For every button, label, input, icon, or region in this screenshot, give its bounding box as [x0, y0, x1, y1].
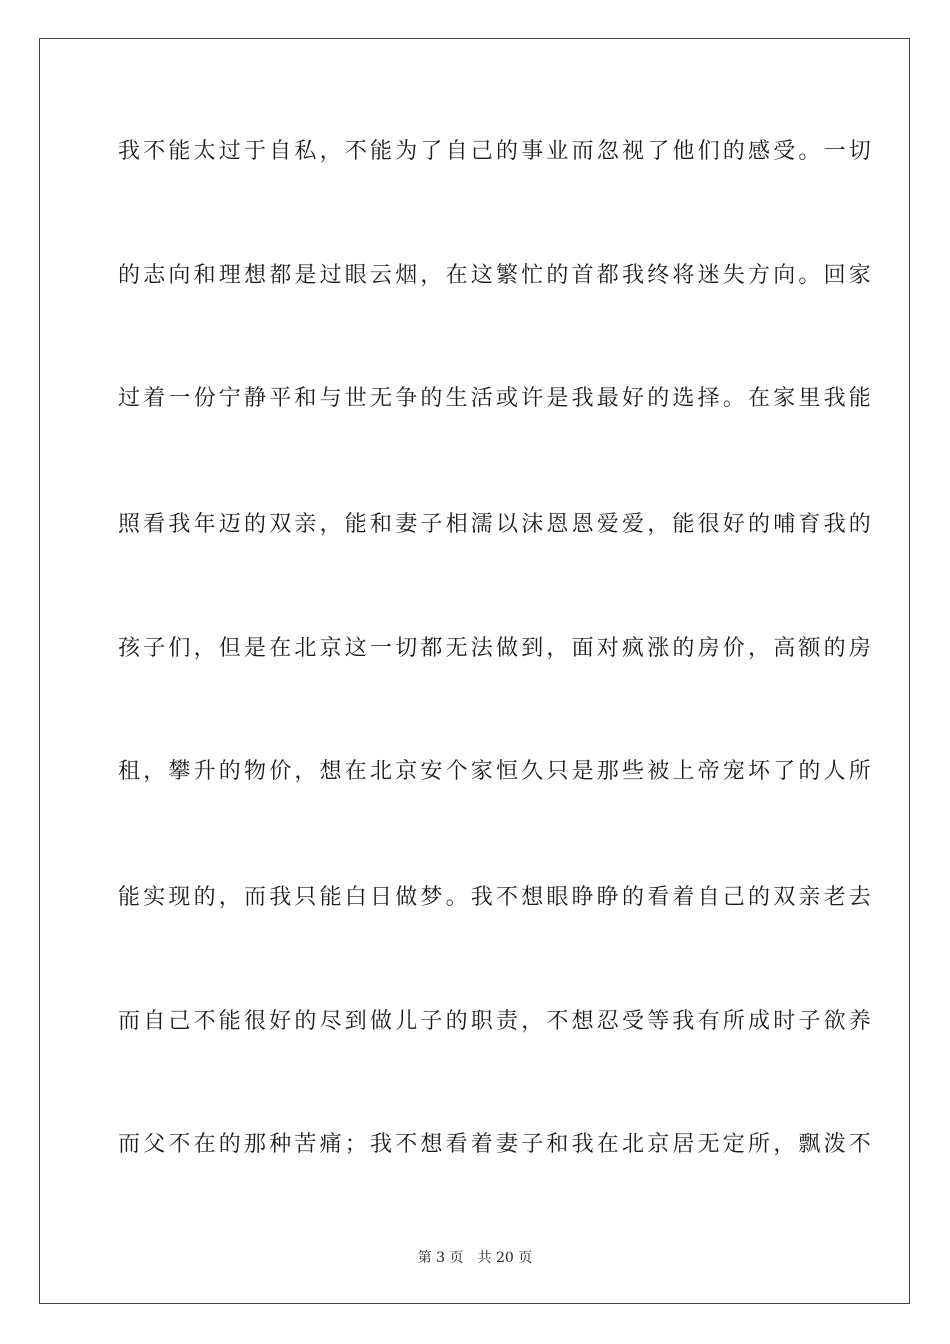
page-border [39, 38, 910, 1304]
body-text-line: 的志向和理想都是过眼云烟，在这繁忙的首都我终将迷失方向。回家 [118, 263, 875, 288]
body-text-line: 而自己不能很好的尽到做儿子的职责，不想忍受等我有所成时子欲养 [118, 1009, 875, 1034]
page-footer [0, 1247, 950, 1267]
page-total: 共 20 页 [477, 1250, 533, 1266]
body-text-line: 孩子们，但是在北京这一切都无法做到，面对疯涨的房价，高额的房 [118, 636, 875, 661]
body-text-line: 我不能太过于自私，不能为了自己的事业而忽视了他们的感受。一切 [118, 139, 875, 164]
page-number: 第 3 页 [417, 1250, 464, 1266]
body-text-line: 过着一份宁静平和与世无争的生活或许是我最好的选择。在家里我能 [118, 386, 875, 411]
body-text-line: 而父不在的那种苦痛；我不想看着妻子和我在北京居无定所，飘泼不 [118, 1132, 875, 1157]
body-text-line: 能实现的，而我只能白日做梦。我不想眼睁睁的看着自己的双亲老去 [118, 885, 875, 910]
body-text-line: 租，攀升的物价，想在北京安个家恒久只是那些被上帝宠坏了的人所 [118, 759, 875, 784]
body-text-line: 照看我年迈的双亲，能和妻子相濡以沫恩恩爱爱，能很好的哺育我的 [118, 512, 875, 537]
